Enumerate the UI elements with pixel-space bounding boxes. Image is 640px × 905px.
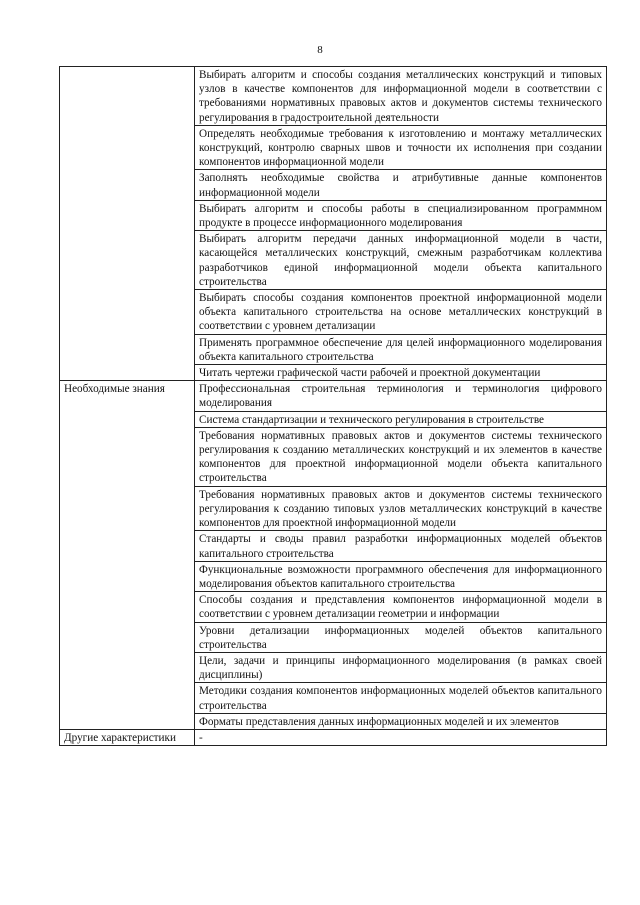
table-cell: Уровни детализации информационных моделей объектов капитального строительства <box>195 622 607 652</box>
table-cell: Требования нормативных правовых актов и документов системы технического регулирования к созданию металлических конструкций и их элементов в качестве компонентов для проектной информационной модели объекта капитального строительства <box>195 427 607 486</box>
table-cell: Выбирать способы создания компонентов проектной информационной модели объекта капитального строительства на основе металлических конструкций в соответствии с уровнем детализации <box>195 290 607 335</box>
table-row <box>60 381 607 411</box>
table-row <box>60 729 607 745</box>
row-label-skills <box>60 67 195 381</box>
row-label-knowledge: Необходимые знания <box>60 381 195 730</box>
table-cell: - <box>195 729 607 745</box>
requirements-table <box>59 66 607 746</box>
table-cell: Читать чертежи графической части рабочей и проектной документации <box>195 365 607 381</box>
table-row <box>60 67 607 126</box>
table-cell: Профессиональная строительная терминология и терминология цифрового моделирования <box>195 381 607 411</box>
row-label-other: Другие характеристики <box>60 729 195 745</box>
table-cell: Выбирать алгоритм и способы работы в специализированном программном продукте в процессе информационного моделирования <box>195 200 607 230</box>
table-cell: Способы создания и представления компонентов информационной модели в соответствии с уровнем детализации геометрии и информации <box>195 592 607 622</box>
table-cell: Выбирать алгоритм передачи данных информационной модели в части, касающейся металлических конструкций, смежным разработчикам коллектива разработчиков единой информационной модели объекта капитального строительства <box>195 231 607 290</box>
page-number: 8 <box>317 44 323 56</box>
table-cell: Заполнять необходимые свойства и атрибутивные данные компонентов информационной модели <box>195 170 607 200</box>
table-cell: Выбирать алгоритм и способы создания металлических конструкций и типовых узлов в качестве компонентов для информационной модели в соответствии с требованиями нормативных правовых актов и документов системы технического регулирования в градостроительной деятельности <box>195 67 607 126</box>
table-cell: Стандарты и своды правил разработки информационных моделей объектов капитального строительства <box>195 531 607 561</box>
table-cell: Форматы представления данных информационных моделей и их элементов <box>195 713 607 729</box>
table-cell: Определять необходимые требования к изготовлению и монтажу металлических конструкций, контролю сварных швов и точности их исполнения при создании компонентов информационной модели <box>195 125 607 170</box>
table-cell: Требования нормативных правовых актов и документов системы технического регулирования к созданию типовых узлов металлических конструкций в качестве компонентов для проектной информационной модели <box>195 486 607 531</box>
table-cell: Цели, задачи и принципы информационного моделирования (в рамках своей дисциплины) <box>195 652 607 682</box>
table-cell: Система стандартизации и технического регулирования в строительстве <box>195 411 607 427</box>
table-cell: Применять программное обеспечение для целей информационного моделирования объекта капитального строительства <box>195 334 607 364</box>
table-cell: Функциональные возможности программного обеспечения для информационного моделирования объектов капитального строительства <box>195 561 607 591</box>
table-cell: Методики создания компонентов информационных моделей объектов капитального строительства <box>195 683 607 713</box>
